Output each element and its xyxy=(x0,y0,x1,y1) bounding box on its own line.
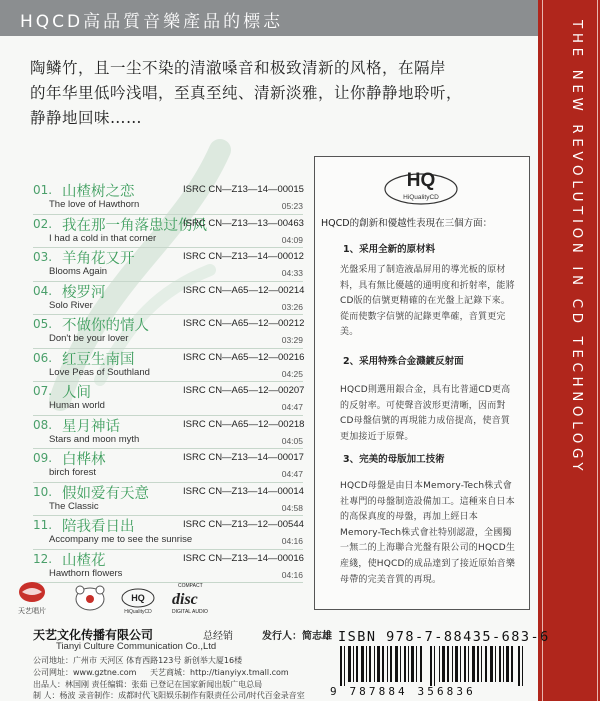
track-duration: 04:09 xyxy=(281,234,303,245)
barcode-digits: 9 787884 356836 xyxy=(330,685,476,698)
track-number: 12. xyxy=(33,551,53,566)
distributor-name: 发行人：简志雄 xyxy=(262,631,332,642)
track-isrc: ISRC CN—Z13—13—00463 xyxy=(183,217,304,229)
isbn-number: ISBN 978-7-88435-683-6 xyxy=(338,629,550,645)
section-heading: 1、采用全新的原材料 xyxy=(343,244,436,255)
track-number: 02. xyxy=(33,216,53,231)
track-number: 11. xyxy=(33,518,53,532)
track-row xyxy=(33,215,303,249)
track-list xyxy=(33,181,303,583)
track-title-cn: 星月神话 xyxy=(62,418,120,435)
track-title-cn: 山楂树之恋 xyxy=(62,184,135,200)
track-duration: 03:26 xyxy=(281,301,303,312)
intro-line: 陶鳞竹，且一尘不染的清澈嗓音和极致清新的风格，在隔岸 xyxy=(30,59,447,77)
track-row xyxy=(33,550,303,584)
track-title-en: Stars and moon myth xyxy=(49,433,140,445)
barcode xyxy=(338,646,532,686)
intro-line: 静静地回味…… xyxy=(30,109,143,127)
section-heading: 3、完美的母版加工技術 xyxy=(343,454,445,465)
publisher-english: Tianyi Culture Communication Co.,Ltd xyxy=(56,641,217,652)
track-title-cn: 白桦林 xyxy=(62,452,106,468)
disc-top: COMPACT xyxy=(178,583,203,589)
publisher-name: 天艺文化传播有限公司 xyxy=(33,628,154,642)
track-title-cn: 假如爱有天意 xyxy=(62,485,149,502)
disc-main: disc xyxy=(172,591,198,608)
compact-disc-logo xyxy=(172,583,208,615)
track-isrc: ISRC CN—A65—12—00207 xyxy=(183,385,305,396)
track-isrc: ISRC CN—Z13—14—00014 xyxy=(183,485,304,497)
track-title-en: Human world xyxy=(49,400,105,411)
production-credits: 出品人：林国刚 责任编辑：张茹 已登记在国家新闻出版广电总局 xyxy=(33,680,263,689)
header-title: HQCD高品質音樂產品的標志 xyxy=(20,12,284,32)
section-body: HQCD母盤是由日本Memory-Tech株式會社專門的母盤制造設備加工。這種來自日本的高保真度的母盤，再加上經日本Memory-Tech株式會社特别認證，全國獨一無二的上海聯合光盤有限公司的HQCD生産綫，使HQCD的成品達到了接近原始音樂母帶的完美音質的再現。 xyxy=(340,481,516,585)
section-body: 光盤采用了制造液晶屏用的導光板的原材料，具有無比優越的通明度和折射率，能將CD版的信號更精確的在光盤上記錄下來。從而使數字信號的記錄更準確，音質更完美。 xyxy=(340,265,515,338)
track-title-en: Don't be your lover xyxy=(49,333,129,344)
hqcd-info-panel xyxy=(314,156,530,610)
spine-slogan: THE NEW REVOLUTION IN CD TECHNOLOGY xyxy=(569,20,585,476)
track-isrc: ISRC CN—A65—12—00216 xyxy=(183,351,305,363)
track-isrc: ISRC CN—A65—12—00212 xyxy=(183,318,305,329)
company-website: 公司网址：www.gztne.com xyxy=(33,668,137,677)
track-row xyxy=(33,416,303,450)
track-title-en: I had a cold in that corner xyxy=(49,232,157,244)
track-duration: 04:16 xyxy=(281,569,303,580)
track-row xyxy=(33,315,303,349)
section-body: HQCD則選用銀合金，具有比普通CD更高的反射率。可使聲音波形更清晰，因而對CD母盤信號的再現能力成倍提高，使音質更加接近于原聲。 xyxy=(340,385,511,442)
track-isrc: ISRC CN—A65—12—00218 xyxy=(183,418,305,430)
track-number: 06. xyxy=(33,350,53,365)
track-isrc: ISRC CN—A65—12—00214 xyxy=(183,284,305,296)
brand-logos xyxy=(10,580,310,616)
track-duration: 05:23 xyxy=(281,201,303,211)
hqcd-small-logo xyxy=(122,589,154,615)
disc-bottom: DIGITAL AUDIO xyxy=(172,609,208,615)
track-row xyxy=(33,248,303,282)
intro-text xyxy=(30,56,525,131)
track-title-cn: 人间 xyxy=(62,385,91,401)
track-duration: 04:16 xyxy=(281,536,303,546)
track-row xyxy=(33,483,303,517)
header-band xyxy=(0,0,538,36)
track-title-en: Accompany me to see the sunrise xyxy=(49,534,193,545)
track-title-cn: 羊角花又开 xyxy=(62,251,135,267)
track-number: 01. xyxy=(33,183,53,197)
track-title-en: Solo River xyxy=(49,299,93,311)
track-duration: 04:58 xyxy=(281,502,303,513)
track-title-cn: 山楂花 xyxy=(62,552,106,569)
track-title-cn: 陪我看日出 xyxy=(62,519,135,535)
label-name: 天艺唱片 xyxy=(18,607,46,615)
hq-logo-text: HQ xyxy=(406,170,436,191)
track-title-en: The love of Hawthorn xyxy=(49,199,140,210)
track-duration: 04:33 xyxy=(281,268,303,278)
company-address: 公司地址：广州市 天河区 体育西路123号 新创举大厦16楼 xyxy=(33,656,243,665)
track-duration: 04:47 xyxy=(281,402,303,412)
track-title-en: The Classic xyxy=(49,500,99,512)
track-row xyxy=(33,349,303,383)
sheep-mascot-icon xyxy=(76,586,104,610)
tianyi-records-logo xyxy=(18,582,46,615)
track-title-cn: 红豆生南国 xyxy=(62,351,135,368)
track-isrc: ISRC CN—Z13—14—00017 xyxy=(183,452,304,463)
track-row xyxy=(33,382,303,416)
track-row xyxy=(33,181,303,215)
intro-line: 的年华里低吟浅唱，至真至纯、清新淡雅，让你静静地聆听， xyxy=(30,84,463,102)
track-isrc: ISRC CN—Z13—12—00544 xyxy=(183,519,304,530)
hq-small-sub: HiQualityCD xyxy=(124,609,152,615)
producer-credits: 制 人：杨波 录音制作：成都时代飞阳娱乐制作有限责任公司/时代百金录音室 xyxy=(33,691,305,700)
track-title-en: Love Peas of Southland xyxy=(49,366,150,378)
track-duration: 04:05 xyxy=(281,435,303,446)
hq-small-text: HQ xyxy=(131,593,145,603)
panel-intro: HQCD的創新和優越性表現在三個方面： xyxy=(321,218,493,229)
track-row xyxy=(33,516,303,550)
track-number: 09. xyxy=(33,451,53,465)
track-duration: 04:47 xyxy=(281,469,303,479)
track-number: 03. xyxy=(33,250,53,264)
track-duration: 03:29 xyxy=(281,335,303,345)
track-number: 10. xyxy=(33,484,53,499)
section-heading: 2、采用特殊合金濺鍍反射面 xyxy=(343,356,464,367)
track-isrc: ISRC CN—Z13—14—00012 xyxy=(183,251,304,262)
track-number: 07. xyxy=(33,384,53,398)
track-title-en: Blooms Again xyxy=(49,266,108,277)
hqcd-logo-icon xyxy=(381,165,461,207)
track-duration: 04:25 xyxy=(281,368,303,379)
track-number: 04. xyxy=(33,283,53,298)
track-row xyxy=(33,449,303,483)
track-title-en: birch forest xyxy=(49,467,96,478)
online-store: 天艺商城：http://tianyiyx.tmall.com xyxy=(150,668,289,677)
track-number: 05. xyxy=(33,317,53,331)
hq-logo-subtext: HiQualityCD xyxy=(403,194,439,201)
track-title-cn: 不做你的情人 xyxy=(62,318,149,334)
track-number: 08. xyxy=(33,417,53,432)
track-isrc: ISRC CN—Z13—14—00016 xyxy=(183,552,304,564)
track-row xyxy=(33,282,303,316)
track-title-en: Hawthorn flowers xyxy=(49,567,123,579)
track-title-cn: 我在那一角落患过伤风 xyxy=(62,217,207,234)
distributor-label: 总经销 xyxy=(203,631,233,642)
track-isrc: ISRC CN—Z13—14—00015 xyxy=(183,184,304,195)
track-title-cn: 梭罗河 xyxy=(62,284,106,301)
